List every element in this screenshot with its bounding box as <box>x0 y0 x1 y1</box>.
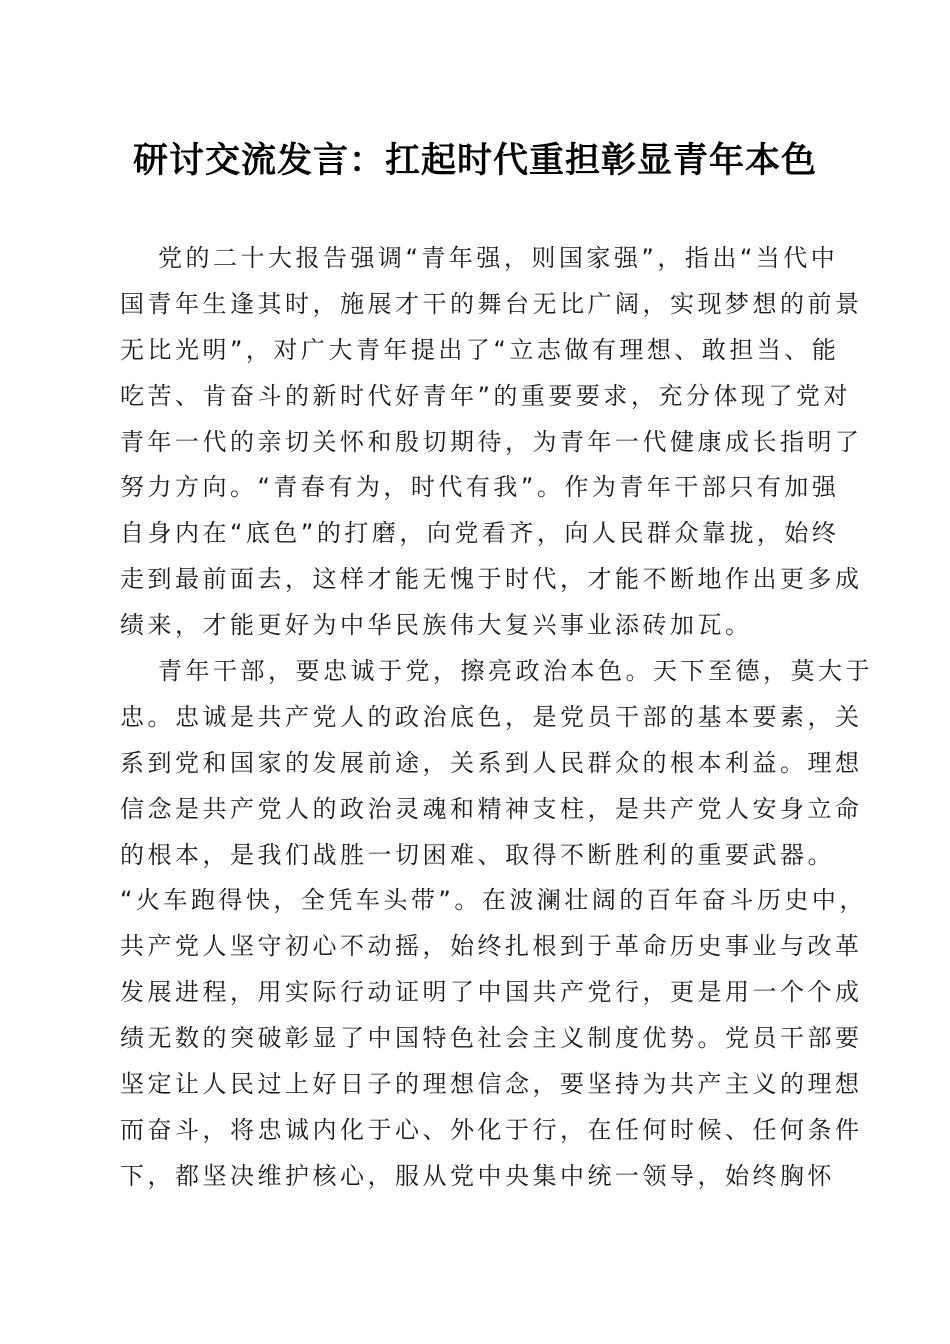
paragraph-1 <box>120 236 863 649</box>
document-title: 研讨交流发言：扛起时代重担彰显青年本色 <box>132 140 817 181</box>
text-line: 的根本，是我们战胜一切困难、取得不断胜利的重要武器。 <box>120 840 835 869</box>
text-line: 绩无数的突破彰显了中国特色社会主义制度优势。党员干部要 <box>120 1024 863 1053</box>
text-line: 努力方向。“青春有为，时代有我”。作为青年干部只有加强 <box>120 473 840 502</box>
text-line: 坚定让人民过上好日子的理想信念，要坚持为共产主义的理想 <box>120 1070 863 1099</box>
text-line: 走到最前面去，这样才能无愧于时代，才能不断地作出更多成 <box>120 565 863 594</box>
text-line: “火车跑得快，全凭车头带”。在波澜壮阔的百年奋斗历史中， <box>120 886 867 915</box>
text-line: 而奋斗，将忠诚内化于心、外化于行，在任何时候、任何条件 <box>120 1115 863 1144</box>
text-line: 无比光明”，对广大青年提出了“立志做有理想、敢担当、能 <box>120 335 840 364</box>
text-line: 青年干部，要忠诚于党，擦亮政治本色。天下至德，莫大于 <box>158 657 873 686</box>
paragraph-2 <box>120 649 873 1200</box>
text-line: 青年一代的亲切关怀和殷切期待，为青年一代健康成长指明了 <box>120 427 863 456</box>
text-line: 忠。忠诚是共产党人的政治底色，是党员干部的基本要素，关 <box>120 702 863 731</box>
text-line: 发展进程，用实际行动证明了中国共产党行，更是用一个个成 <box>120 978 863 1007</box>
text-line: 信念是共产党人的政治灵魂和精神支柱，是共产党人安身立命 <box>120 794 863 823</box>
text-line: 自身内在“底色”的打磨，向党看齐，向人民群众靠拢，始终 <box>120 519 840 548</box>
text-line: 国青年生逢其时，施展才干的舞台无比广阔，实现梦想的前景 <box>120 289 863 318</box>
text-line: 共产党人坚守初心不动摇，始终扎根到于革命历史事业与改革 <box>120 932 863 961</box>
document-body <box>120 236 873 1200</box>
text-line: 绩来，才能更好为中华民族伟大复兴事业添砖加瓦。 <box>120 611 753 640</box>
text-line: 下，都坚决维护核心，服从党中央集中统一领导，始终胸怀 <box>120 1161 835 1190</box>
text-line: 党的二十大报告强调“青年强，则国家强”，指出“当代中 <box>158 244 839 272</box>
text-line: 吃苦、肯奋斗的新时代好青年”的重要要求，充分体现了党对 <box>120 381 851 410</box>
text-line: 系到党和国家的发展前途，关系到人民群众的根本利益。理想 <box>120 748 863 777</box>
